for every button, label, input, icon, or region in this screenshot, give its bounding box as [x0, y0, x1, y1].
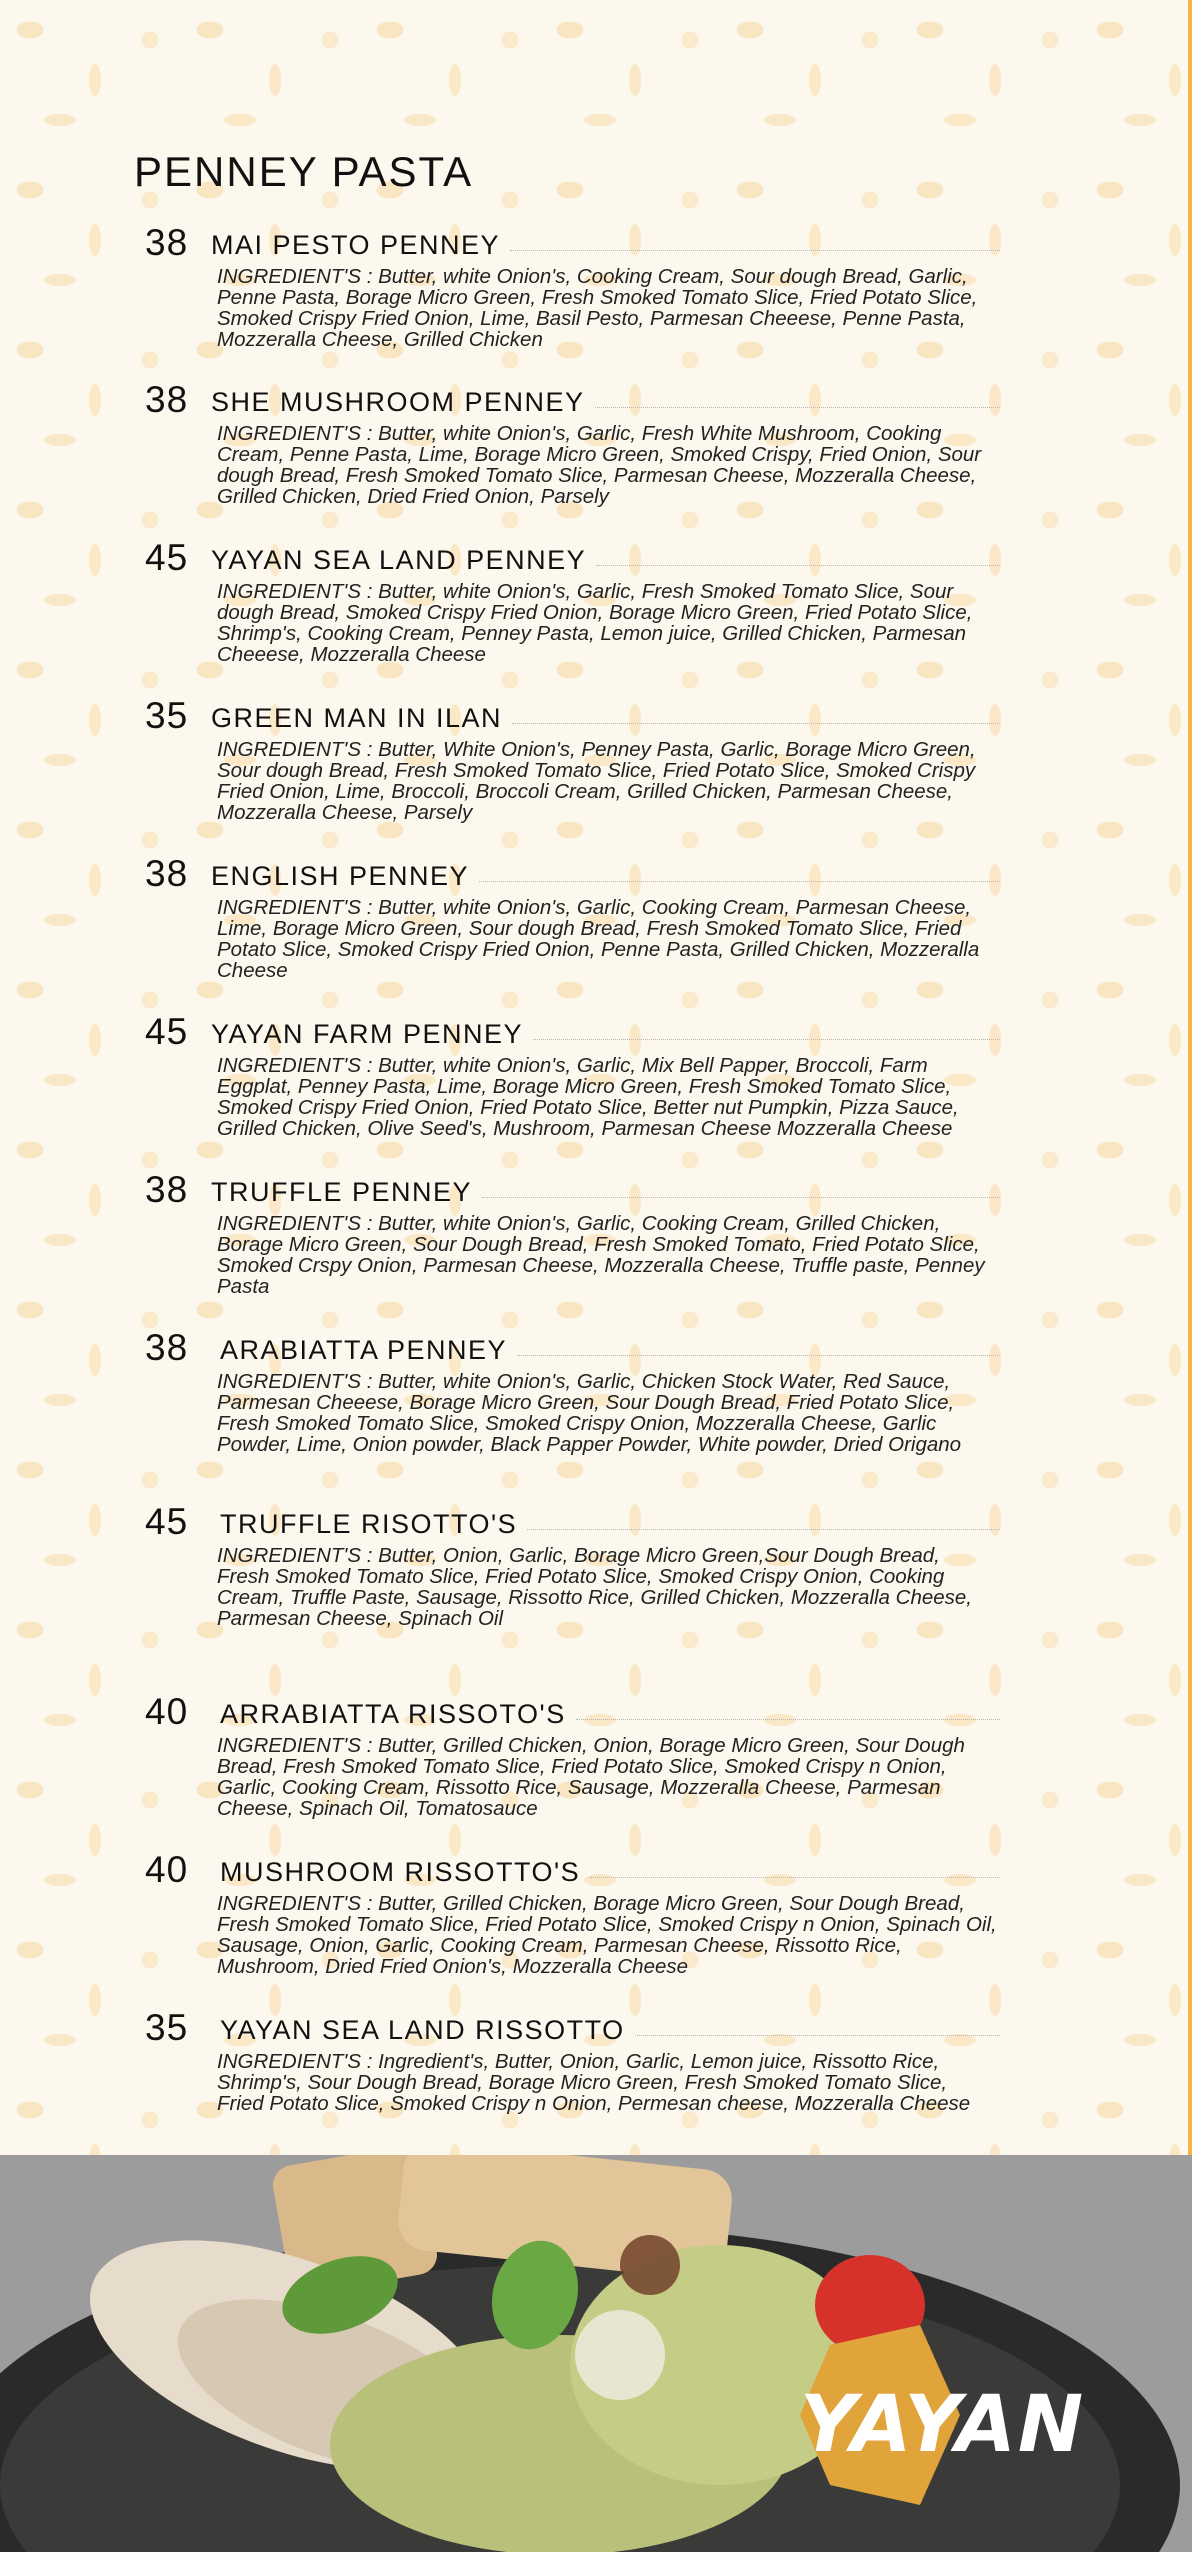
page-title: PENNEY PASTA — [134, 148, 474, 195]
menu-item — [145, 1501, 1000, 1629]
item-price: 38 — [145, 1169, 189, 1210]
menu-item — [145, 1169, 1000, 1297]
item-price: 40 — [145, 1691, 189, 1732]
item-price: 38 — [145, 222, 189, 263]
menu-item — [145, 695, 1000, 823]
dotted-leader — [635, 2035, 1000, 2036]
dotted-leader — [576, 1719, 1000, 1720]
dotted-leader — [517, 1355, 1000, 1356]
item-name: YAYAN SEA LAND PENNEY — [211, 545, 587, 575]
dotted-leader — [512, 723, 1000, 724]
item-name: MUSHROOM RISSOTTO'S — [220, 1857, 581, 1887]
item-price: 35 — [145, 2007, 189, 2048]
item-ingredients: INGREDIENT'S : Butter, white Onion's, Garlic, Chicken Stock Water, Red Sauce, Parmesan Cheeese, Borage Micro Green, Sour Dough Bread, Fried Potato Slice, Fresh Smoked Tomato Slice, Smoked Crispy Onion, Mozzeralla Cheese, Garlic Powder, Lime, Onion powder, Black Papper Powder, White powder, Dried Origano — [217, 1370, 962, 1456]
item-price: 38 — [145, 853, 189, 894]
menu-item — [145, 853, 1000, 981]
dotted-leader — [533, 1039, 1000, 1040]
menu-item — [145, 537, 1000, 665]
dotted-leader — [510, 250, 1000, 251]
item-ingredients: INGREDIENT'S : Butter, White Onion's, Penney Pasta, Garlic, Borage Micro Green, Sour dough Bread, Fresh Smoked Tomato Slice, Fried Potato Slice, Smoked Crispy Fried Onion, Lime, Broccoli, Broccoli Cream, Grilled Chicken, Parmesan Cheese, Mozzeralla Cheese, Parsely — [217, 738, 976, 824]
item-price: 38 — [145, 1327, 189, 1368]
item-price: 45 — [145, 537, 189, 578]
item-ingredients: INGREDIENT'S : Butter, white Onion's, Garlic, Fresh Smoked Tomato Slice, Sour dough Bread, Smoked Crispy Fried Onion, Borage Micro Green, Fried Potato Slice, Shrimp's, Cooking Cream, Penney Pasta, Lemon juice, Grilled Chicken, Parmesan Cheeese, Mozzeralla Cheese — [217, 580, 973, 666]
item-name: YAYAN FARM PENNEY — [211, 1019, 524, 1049]
item-price: 45 — [145, 1501, 189, 1542]
menu-item — [145, 1011, 1000, 1139]
menu-item — [145, 1327, 1000, 1455]
item-price: 40 — [145, 1849, 189, 1890]
pasta-dish-photo — [0, 2155, 1192, 2552]
item-ingredients: INGREDIENT'S : Ingredient's, Butter, Onion, Garlic, Lemon juice, Rissotto Rice, Shrimp's, Sour Dough Bread, Borage Micro Green, Fresh Smoked Tomato Slice, Fried Potato Slice, Smoked Crispy n Onion, Permesan cheese, Mozzeralla Cheese — [217, 2050, 971, 2115]
menu-item — [145, 2007, 1000, 2114]
item-name: SHE MUSHROOM PENNEY — [211, 387, 585, 417]
item-price: 38 — [145, 379, 189, 420]
item-ingredients: INGREDIENT'S : Butter, white Onion's, Garlic, Fresh White Mushroom, Cooking Cream, Penne Pasta, Lime, Borage Micro Green, Smoked Crispy, Fried Onion, Sour dough Bread, Fresh Smoked Tomato Slice, Parmesan Cheese, Mozzeralla Cheese, Grilled Chicken, Dried Fried Onion, Parsely — [217, 422, 982, 508]
item-ingredients: INGREDIENT'S : Butter, white Onion's, Cooking Cream, Sour dough Bread, Garlic, Penne Pasta, Borage Micro Green, Fresh Smoked Tomato Slice, Fried Potato Slice, Smoked Crispy Fried Onion, Lime, Basil Pesto, Parmesan Cheeese, Penne Pasta, Mozzeralla Cheese, Grilled Chicken — [217, 265, 978, 351]
item-name: ENGLISH PENNEY — [211, 861, 470, 891]
item-name: YAYAN SEA LAND RISSOTTO — [220, 2015, 625, 2045]
item-name: MAI PESTO PENNEY — [211, 230, 501, 260]
item-name: TRUFFLE RISOTTO'S — [220, 1509, 518, 1539]
menu-item — [145, 222, 1000, 350]
item-name: ARABIATTA PENNEY — [220, 1335, 508, 1365]
accent-border — [1188, 0, 1192, 2155]
item-ingredients: INGREDIENT'S : Butter, Onion, Garlic, Borage Micro Green,Sour Dough Bread, Fresh Smoked Tomato Slice, Fried Potato Slice, Smoked Crispy Onion, Cooking Cream, Truffle Paste, Sausage, Rissotto Rice, Grilled Chicken, Mozzeralla Cheese, Parmesan Cheese, Spinach Oil — [217, 1544, 973, 1630]
brand-logo: YAYAN — [800, 2380, 1086, 2470]
dotted-leader — [596, 565, 1000, 566]
dotted-leader — [595, 407, 1000, 408]
item-price: 35 — [145, 695, 189, 736]
dotted-leader — [527, 1529, 1000, 1530]
menu-item — [145, 1849, 1000, 1977]
item-name: ARRABIATTA RISSOTO'S — [220, 1699, 566, 1729]
item-ingredients: INGREDIENT'S : Butter, Grilled Chicken, Borage Micro Green, Sour Dough Bread, Fresh Smoked Tomato Slice, Fried Potato Slice, Smoked Crispy n Onion, Spinach Oil, Sausage, Onion, Garlic, Cooking Cream, Parmesan Cheese, Rissotto Rice, Mushroom, Dried Fried Onion's, Mozzeralla Cheese — [217, 1892, 997, 1978]
item-ingredients: INGREDIENT'S : Butter, white Onion's, Garlic, Mix Bell Papper, Broccoli, Farm Eggplat, Penney Pasta, Lime, Borage Micro Green, Fresh Smoked Tomato Slice, Smoked Crispy Fried Onion, Fried Potato Slice, Better nut Pumpkin, Pizza Sauce, Grilled Chicken, Olive Seed's, Mushroom, Parmesan Cheese Mozzeralla Cheese — [217, 1054, 959, 1140]
menu-item — [145, 1691, 1000, 1819]
dotted-leader — [482, 1197, 1000, 1198]
item-ingredients: INGREDIENT'S : Butter, white Onion's, Garlic, Cooking Cream, Grilled Chicken, Borage Micro Green, Sour Dough Bread, Fresh Smoked Tomato, Fried Potato Slice, Smoked Crspy Onion, Parmesan Cheese, Mozzeralla Cheese, Truffle paste, Penney Pasta — [217, 1212, 985, 1298]
menu-item — [145, 379, 1000, 507]
item-ingredients: INGREDIENT'S : Butter, white Onion's, Garlic, Cooking Cream, Parmesan Cheese, Lime, Borage Micro Green, Sour dough Bread, Fresh Smoked Tomato Slice, Fried Potato Slice, Smoked Crispy Fried Onion, Penne Pasta, Grilled Chicken, Mozzeralla Cheese — [217, 896, 980, 982]
item-name: GREEN MAN IN ILAN — [211, 703, 503, 733]
item-name: TRUFFLE PENNEY — [211, 1177, 473, 1207]
item-price: 45 — [145, 1011, 189, 1052]
item-ingredients: INGREDIENT'S : Butter, Grilled Chicken, Onion, Borage Micro Green, Sour Dough Bread, Fresh Smoked Tomato Slice, Fried Potato Slice, Smoked Crispy n Onion, Garlic, Cooking Cream, Rissotto Rice, Sausage, Mozzeralla Cheese, Parmesan Cheese, Spinach Oil, Tomatosauce — [217, 1734, 965, 1820]
dotted-leader — [479, 881, 1000, 882]
dish-illustration — [0, 2155, 1192, 2552]
dotted-leader — [590, 1877, 1000, 1878]
